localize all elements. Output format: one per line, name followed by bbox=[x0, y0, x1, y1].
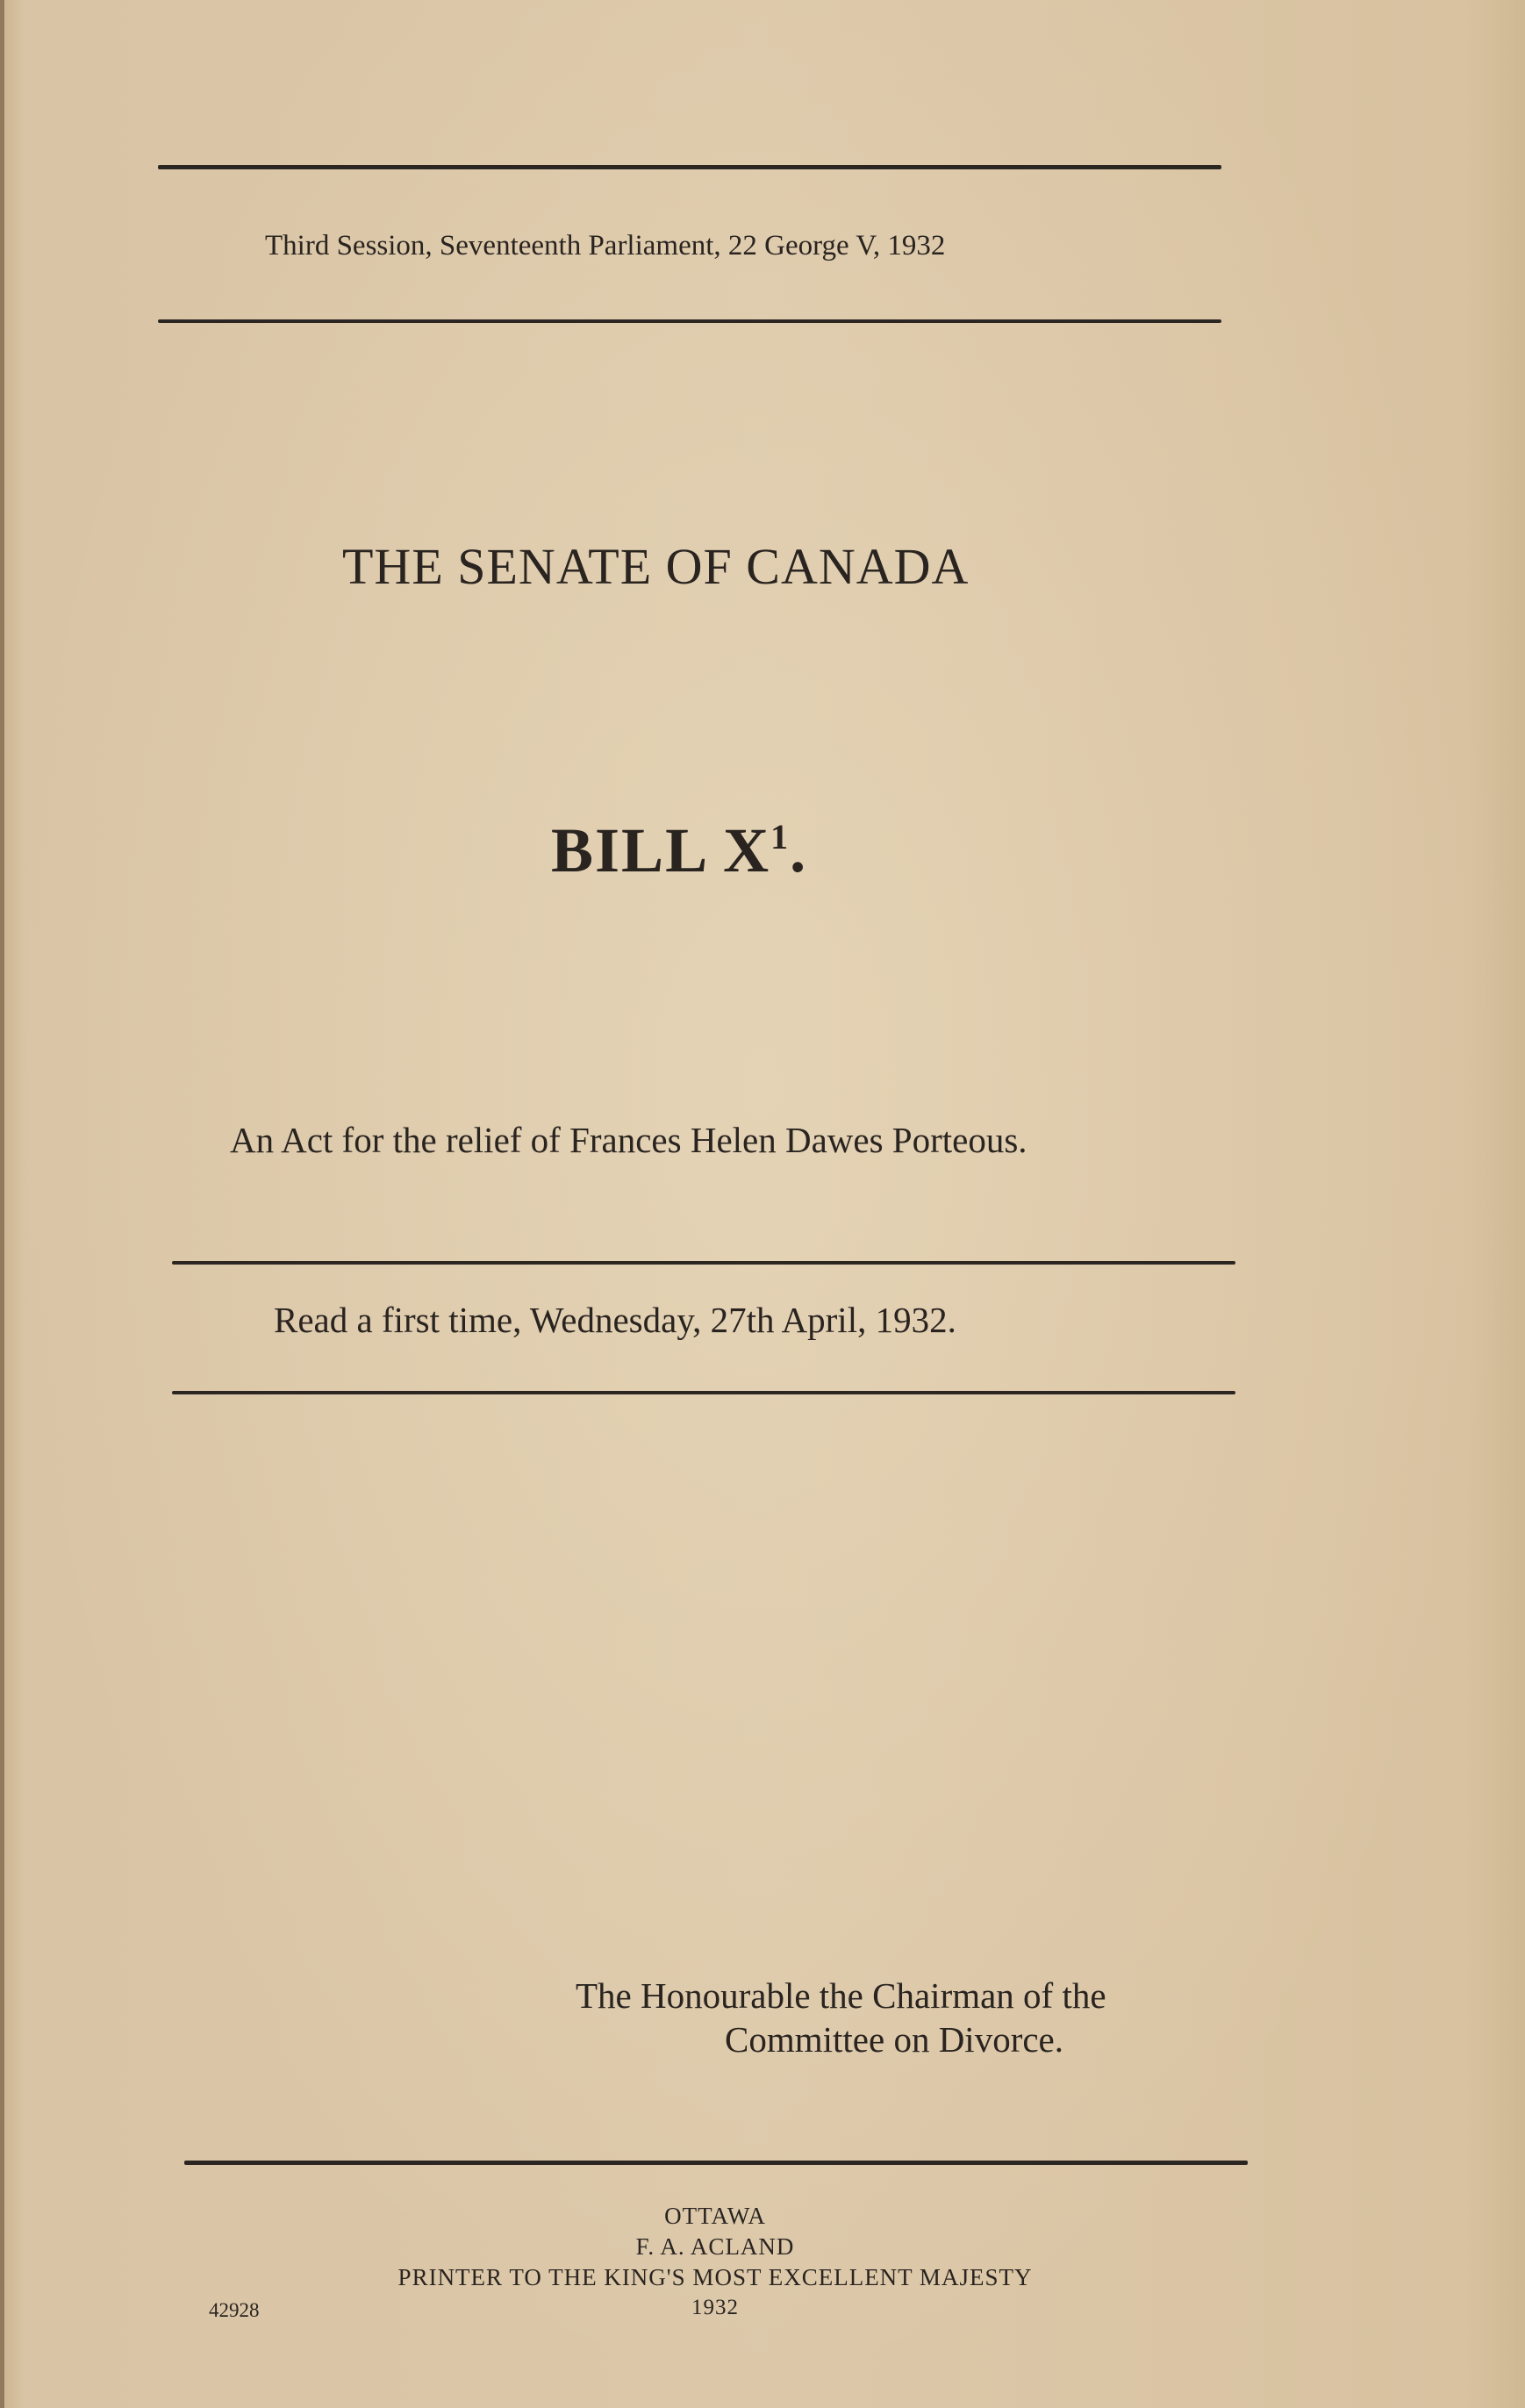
imprint-city: OTTAWA bbox=[664, 2203, 766, 2229]
reading-top-rule bbox=[172, 1261, 1235, 1265]
imprint-year: 1932 bbox=[691, 2296, 739, 2319]
imprint-top-rule bbox=[184, 2161, 1248, 2165]
page-binding-edge bbox=[0, 0, 4, 2408]
top-rule bbox=[158, 165, 1221, 169]
bill-title bbox=[551, 814, 807, 887]
bill-label: BILL X bbox=[551, 815, 771, 885]
imprint-printer-title: PRINTER TO THE KING'S MOST EXCELLENT MAJESTY bbox=[397, 2264, 1033, 2290]
senate-title: THE SENATE OF CANADA bbox=[342, 538, 970, 595]
header-bottom-rule bbox=[158, 319, 1221, 323]
bill-superscript: 1 bbox=[770, 817, 791, 856]
document-number: 42928 bbox=[209, 2299, 260, 2321]
first-reading-text: Read a first time, Wednesday, 27th April, 1932. bbox=[274, 1300, 956, 1340]
sponsor-line-2: Committee on Divorce. bbox=[725, 2019, 1063, 2060]
bill-suffix: . bbox=[790, 815, 808, 885]
imprint-printer-name: F. A. ACLAND bbox=[635, 2233, 795, 2260]
reading-bottom-rule bbox=[172, 1391, 1235, 1394]
sponsor-line-1: The Honourable the Chairman of the bbox=[576, 1975, 1106, 2016]
session-header: Third Session, Seventeenth Parliament, 22 George V, 1932 bbox=[265, 230, 946, 262]
act-description: An Act for the relief of Frances Helen Dawes Porteous. bbox=[230, 1120, 1027, 1160]
